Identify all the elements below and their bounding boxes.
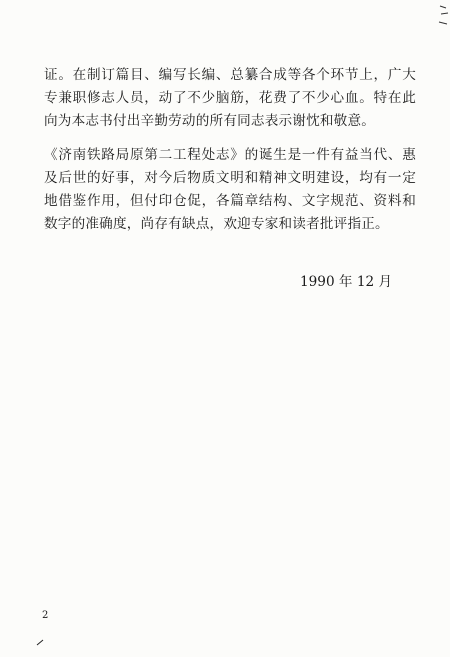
preface-date: 1990 年 12 月 [300,274,393,290]
preface-paragraph-acknowledgement: 证。在制订篇目、编写长编、总纂合成等各个环节上，广大专兼职修志人员，动了不少脑筋，花费了不少心血。特在此向为本志书付出辛勤劳动的所有同志表示谢忱和敬意。 [44,67,416,129]
preface-paragraph-significance: 《济南铁路局原第二工程处志》的诞生是一件有益当代、惠及后世的好事，对今后物质文明和精神文明建设，均有一定地借鉴作用，但付印仓促，各篇章结构、文字规范、资料和数字的准确度，尚存有缺点，欢迎专家和读者批评指正。 [44,147,416,232]
scan-edge-speckle [436,0,450,36]
page-number: 2 [42,610,49,621]
scan-mark [36,637,48,647]
